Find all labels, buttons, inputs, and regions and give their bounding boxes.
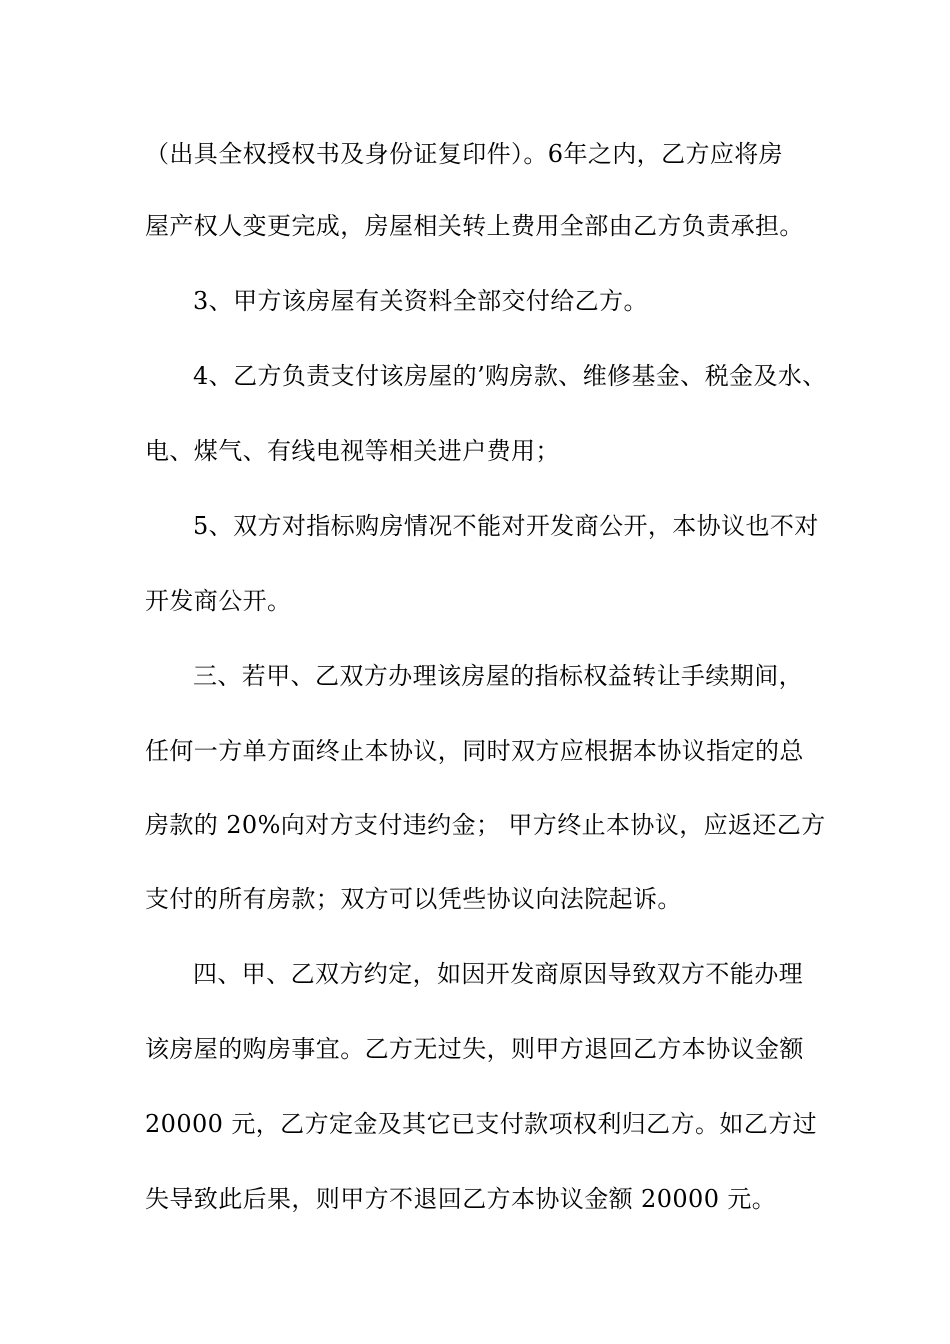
text-line-11: 支付的所有房款；双方可以凭些协议向法院起诉。	[145, 885, 682, 913]
text-line-1: （出具全权授权书及身份证复印件）。6年之内，乙方应将房	[145, 140, 784, 168]
text-line-3: 3、甲方该房屋有关资料全部交付给乙方。	[193, 287, 648, 315]
text-line-13: 该房屋的购房事宜。乙方无过失，则甲方退回乙方本协议金额	[145, 1035, 804, 1063]
text-line-12: 四、甲、乙双方约定，如因开发商原因导致双方不能办理	[193, 960, 803, 988]
text-line-5: 电、煤气、有线电视等相关进户费用；	[145, 437, 560, 465]
text-line-4: 4、乙方负责支付该房屋的’购房款、维修基金、税金及水、	[193, 362, 827, 390]
text-line-15: 失导致此后果，则甲方不退回乙方本协议金额 20000 元。	[145, 1185, 777, 1213]
text-line-9: 任何一方单方面终止本协议，同时双方应根据本协议指定的总	[145, 737, 804, 765]
text-line-10: 房款的 20%向对方支付违约金； 甲方终止本协议，应返还乙方	[145, 811, 826, 839]
text-line-7: 开发商公开。	[145, 587, 292, 615]
text-line-2: 屋产权人变更完成，房屋相关转上费用全部由乙方负责承担。	[145, 212, 804, 240]
text-line-8: 三、若甲、乙双方办理该房屋的指标权益转让手续期间，	[193, 662, 803, 690]
text-line-6: 5、双方对指标购房情况不能对开发商公开，本协议也不对	[193, 512, 819, 540]
text-line-14: 20000 元，乙方定金及其它已支付款项权利归乙方。如乙方过	[145, 1110, 817, 1138]
